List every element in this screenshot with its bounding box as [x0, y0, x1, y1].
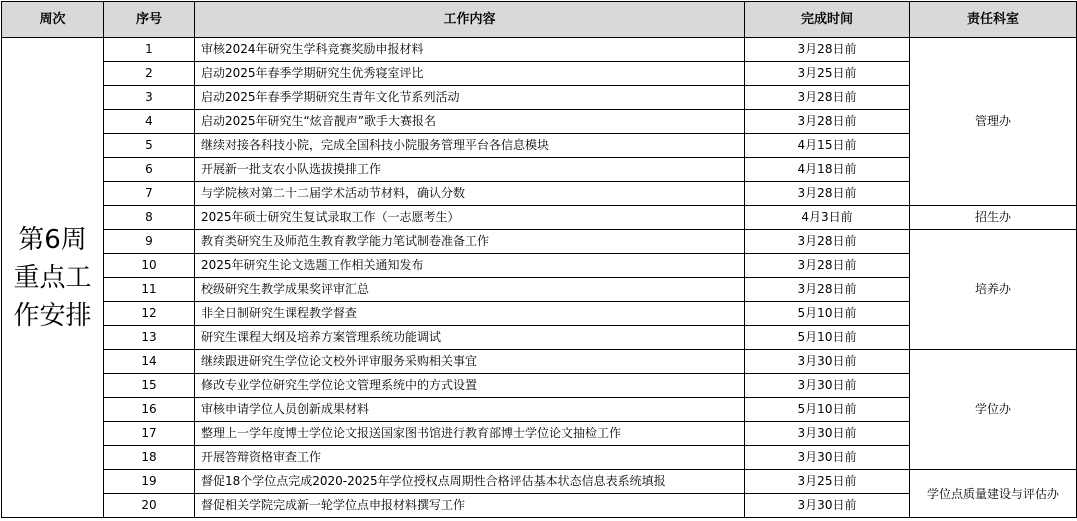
header-task: 工作内容	[195, 2, 745, 38]
row-task: 继续跟进研究生学位论文校外评审服务采购相关事宜	[195, 350, 745, 374]
row-index: 12	[104, 302, 195, 326]
row-deadline: 3月25日前	[745, 470, 910, 494]
row-task: 审核申请学位人员创新成果材料	[195, 398, 745, 422]
row-index: 1	[104, 38, 195, 62]
week-label: 第6周重点工作安排	[2, 38, 104, 518]
row-deadline: 3月30日前	[745, 374, 910, 398]
row-task: 校级研究生教学成果奖评审汇总	[195, 278, 745, 302]
row-deadline: 3月30日前	[745, 422, 910, 446]
row-deadline: 4月18日前	[745, 158, 910, 182]
row-deadline: 3月30日前	[745, 350, 910, 374]
row-task: 修改专业学位研究生学位论文管理系统中的方式设置	[195, 374, 745, 398]
row-deadline: 3月28日前	[745, 254, 910, 278]
dept-management: 管理办	[910, 38, 1077, 206]
header-dept: 责任科室	[910, 2, 1077, 38]
row-task: 教育类研究生及师范生教育教学能力笔试制卷准备工作	[195, 230, 745, 254]
header-index: 序号	[104, 2, 195, 38]
row-task: 开展新一批支农小队选拔摸排工作	[195, 158, 745, 182]
table-row	[2, 470, 1077, 494]
row-task: 启动2025年春季学期研究生青年文化节系列活动	[195, 86, 745, 110]
row-task: 研究生课程大纲及培养方案管理系统功能调试	[195, 326, 745, 350]
row-deadline: 3月25日前	[745, 62, 910, 86]
row-index: 13	[104, 326, 195, 350]
row-deadline: 5月10日前	[745, 302, 910, 326]
row-index: 16	[104, 398, 195, 422]
row-index: 8	[104, 206, 195, 230]
row-index: 6	[104, 158, 195, 182]
row-index: 3	[104, 86, 195, 110]
row-index: 5	[104, 134, 195, 158]
row-deadline: 4月15日前	[745, 134, 910, 158]
header-row	[2, 2, 1077, 38]
row-task: 继续对接各科技小院，完成全国科技小院服务管理平台各信息模块	[195, 134, 745, 158]
dept-training: 培养办	[910, 230, 1077, 350]
row-index: 18	[104, 446, 195, 470]
row-index: 14	[104, 350, 195, 374]
row-index: 11	[104, 278, 195, 302]
row-deadline: 3月30日前	[745, 494, 910, 518]
work-schedule-table	[1, 1, 1077, 518]
table-row	[2, 206, 1077, 230]
table-row	[2, 350, 1077, 374]
row-task: 整理上一学年度博士学位论文报送国家图书馆进行教育部博士学位论文抽检工作	[195, 422, 745, 446]
row-deadline: 3月28日前	[745, 38, 910, 62]
row-task: 启动2025年研究生“炫音靓声”歌手大赛报名	[195, 110, 745, 134]
row-deadline: 5月10日前	[745, 398, 910, 422]
row-index: 20	[104, 494, 195, 518]
row-task: 2025年研究生论文选题工作相关通知发布	[195, 254, 745, 278]
table-row	[2, 230, 1077, 254]
row-deadline: 3月28日前	[745, 110, 910, 134]
row-task: 督促相关学院完成新一轮学位点申报材料撰写工作	[195, 494, 745, 518]
row-index: 4	[104, 110, 195, 134]
header-week: 周次	[2, 2, 104, 38]
row-task: 督促18个学位点完成2020-2025年学位授权点周期性合格评估基本状态信息表系统填报	[195, 470, 745, 494]
row-index: 9	[104, 230, 195, 254]
row-index: 15	[104, 374, 195, 398]
row-index: 17	[104, 422, 195, 446]
row-index: 10	[104, 254, 195, 278]
dept-admissions: 招生办	[910, 206, 1077, 230]
row-index: 19	[104, 470, 195, 494]
row-deadline: 3月28日前	[745, 278, 910, 302]
row-task: 2025年硕士研究生复试录取工作（一志愿考生）	[195, 206, 745, 230]
row-deadline: 3月28日前	[745, 86, 910, 110]
row-task: 开展答辩资格审查工作	[195, 446, 745, 470]
row-task: 非全日制研究生课程教学督查	[195, 302, 745, 326]
row-task: 与学院核对第二十二届学术活动节材料，确认分数	[195, 182, 745, 206]
row-task: 启动2025年春季学期研究生优秀寝室评比	[195, 62, 745, 86]
row-deadline: 5月10日前	[745, 326, 910, 350]
row-task: 审核2024年研究生学科竞赛奖励申报材料	[195, 38, 745, 62]
row-deadline: 3月28日前	[745, 230, 910, 254]
table-row	[2, 38, 1077, 62]
row-index: 7	[104, 182, 195, 206]
row-index: 2	[104, 62, 195, 86]
row-deadline: 4月3日前	[745, 206, 910, 230]
row-deadline: 3月28日前	[745, 182, 910, 206]
dept-quality: 学位点质量建设与评估办	[910, 470, 1077, 518]
row-deadline: 3月30日前	[745, 446, 910, 470]
dept-degree: 学位办	[910, 350, 1077, 470]
header-deadline: 完成时间	[745, 2, 910, 38]
